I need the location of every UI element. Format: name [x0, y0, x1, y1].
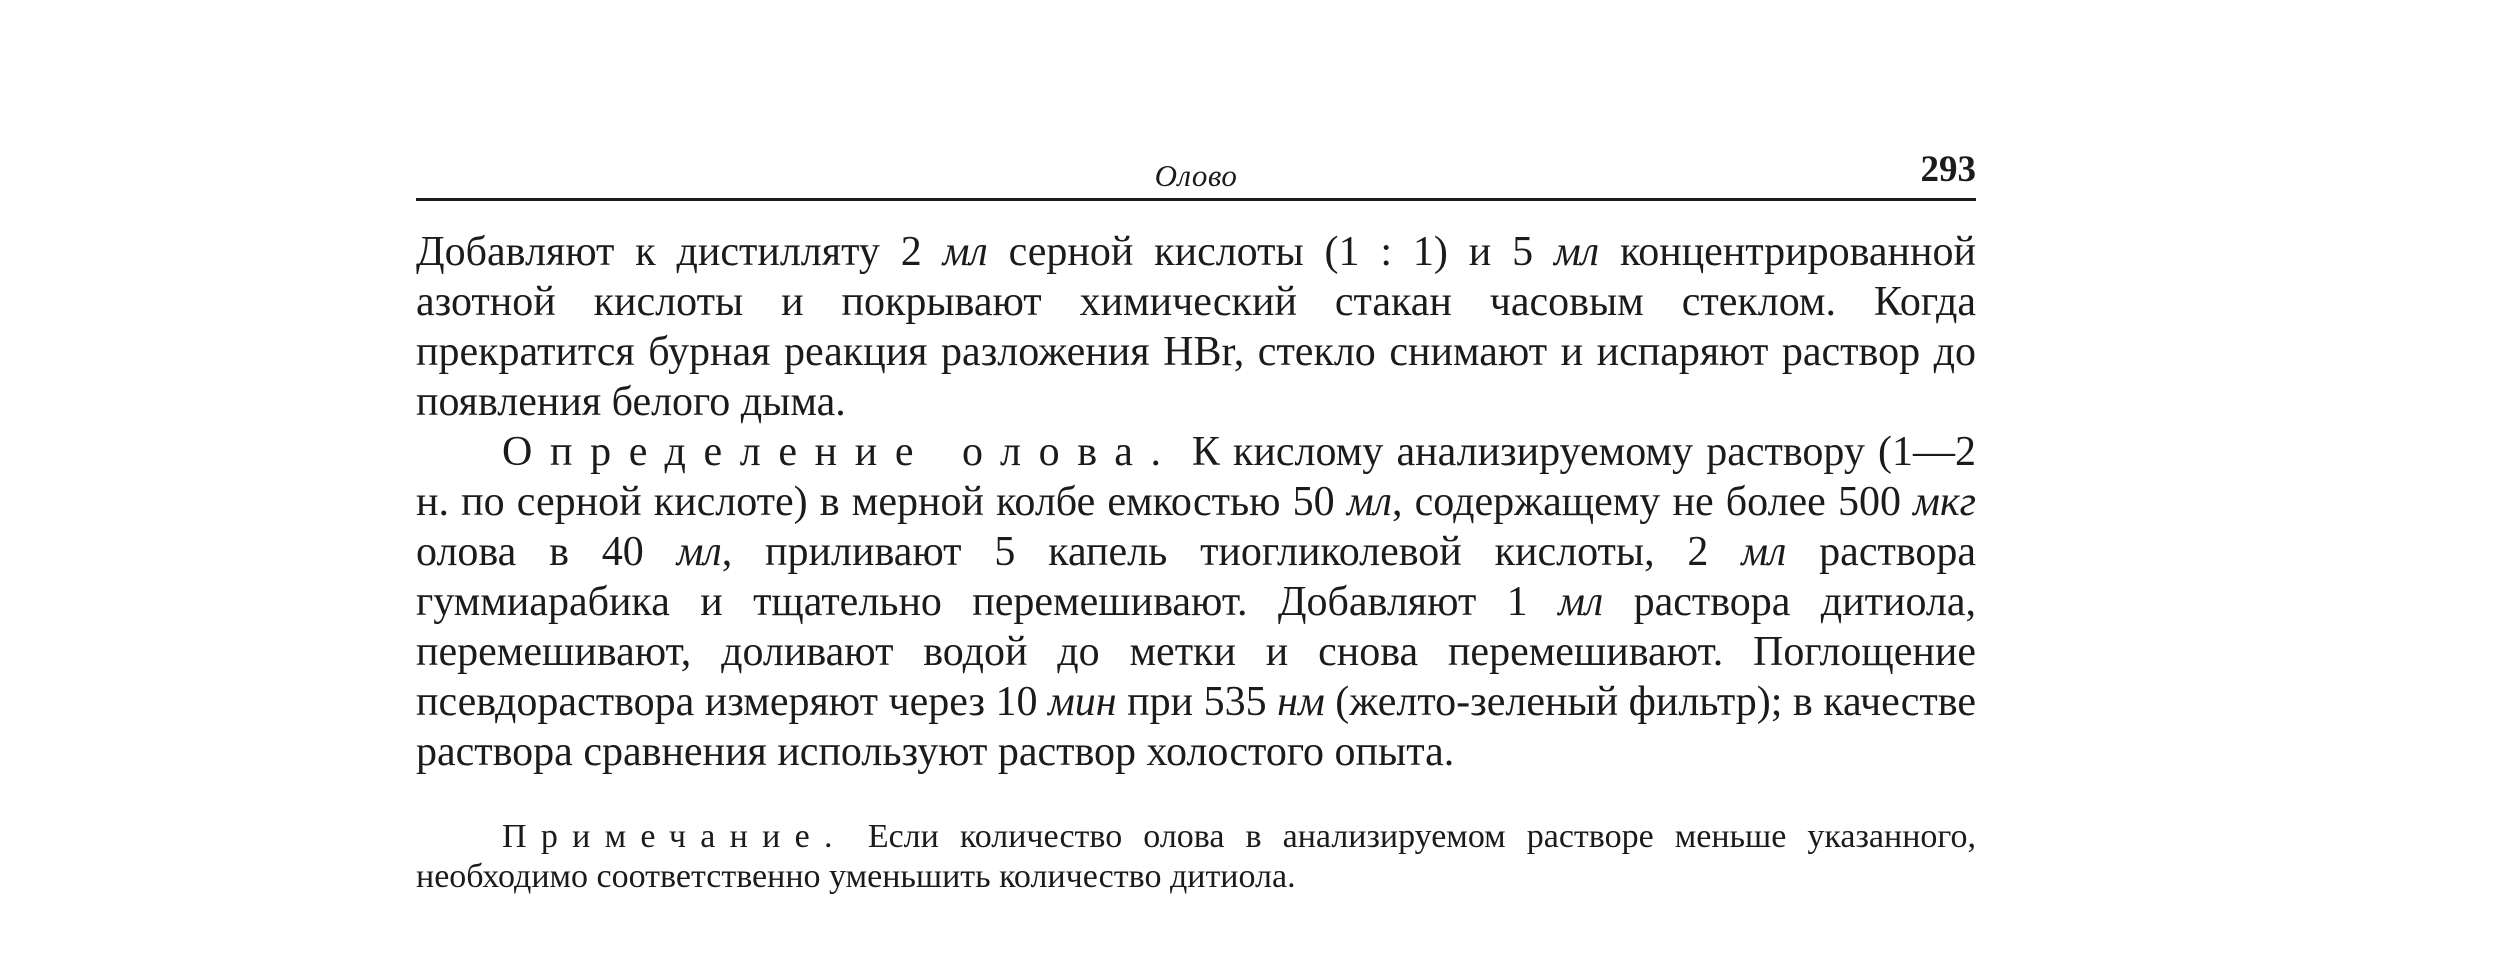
note-text: Если количество олова в анализируемом растворе меньше указанного, необходимо соответственно уменьшить количество дитиола. — [416, 818, 1976, 895]
footnote — [416, 817, 1976, 897]
running-title: Олово — [1154, 158, 1238, 193]
running-header — [416, 140, 1976, 201]
text-run: при 535 — [1116, 679, 1278, 725]
book-page — [416, 140, 1976, 897]
unit-min: мин — [1048, 679, 1117, 725]
text-run: Добавляют к дистилляту 2 — [416, 229, 943, 275]
unit-ml: мл — [1553, 229, 1600, 275]
unit-nm: нм — [1277, 679, 1325, 725]
paragraph-distillate — [416, 227, 1976, 427]
note-label: Примечание. — [502, 818, 847, 855]
text-run: олова в 40 — [416, 529, 677, 575]
unit-ml: мл — [1346, 479, 1392, 525]
page-number: 293 — [1920, 149, 1976, 190]
text-run: (желто-зеленый фильтр); в качестве раствора сравнения используют раствор холостого опыта. — [416, 679, 1976, 775]
unit-ml: мл — [1558, 579, 1604, 625]
unit-ml: мл — [942, 229, 988, 275]
text-run: , содержащему не более 500 — [1391, 479, 1914, 525]
section-heading: Определение олова. — [502, 429, 1179, 475]
paragraph-determination — [416, 427, 1976, 777]
text-run: , приливают 5 капель тиогликолевой кислоты, 2 — [721, 529, 1742, 575]
text-run: раствора дитиола, перемешивают, доливают водой до метки и снова перемешивают. Поглощение псевдораствора измеряют через 10 — [416, 579, 1976, 725]
text-run: К кислому анализируемому раствору (1—2 н. по серной кислоте) в мерной колбе емкостью 50 — [416, 429, 1976, 525]
unit-ml: мл — [676, 529, 722, 575]
text-run: серной кислоты (1 : 1) и 5 — [987, 229, 1554, 275]
unit-mkg: мкг — [1913, 479, 1976, 525]
text-run: раствора гуммиарабика и тщательно перемешивают. Добавляют 1 — [416, 529, 1976, 625]
body-text — [416, 227, 1976, 777]
text-run: концентрированной азотной кислоты и покрывают химический стакан часовым стеклом. Когда прекратится бурная реакция разложения HBr, стекло снимают и испаряют раствор до появления белого дыма. — [416, 229, 1976, 425]
unit-ml: мл — [1741, 529, 1787, 575]
